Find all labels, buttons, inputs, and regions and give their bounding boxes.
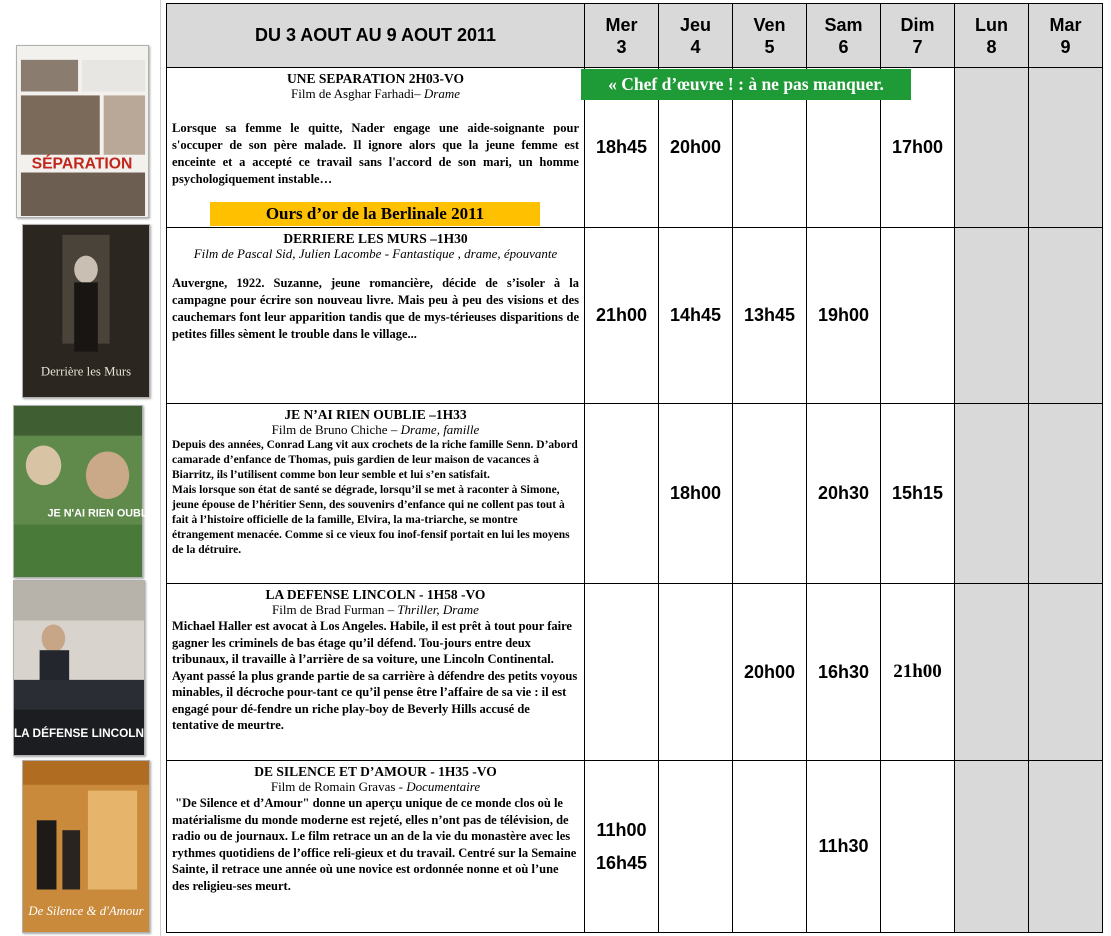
- film-info-cell: [166, 760, 585, 933]
- director-text: Film de Brad Furman –: [272, 602, 398, 617]
- showtime[interactable]: 18h00: [669, 483, 722, 503]
- poster-je-nai-rien-oublie[interactable]: [13, 405, 158, 578]
- film-title: LA DEFENSE LINCOLN - 1H58 -VO: [265, 587, 486, 602]
- film-info-cell: [166, 227, 585, 404]
- day-number: 9: [1060, 36, 1071, 57]
- showtime-cell: [732, 403, 807, 584]
- showtime-cell: [658, 760, 733, 933]
- closed-day-cell: [1028, 403, 1103, 584]
- film-director: [172, 602, 579, 618]
- film-row: [166, 583, 1103, 761]
- day-number: 6: [838, 36, 849, 57]
- closed-day-cell: [1028, 67, 1103, 228]
- day-name: Dim: [900, 14, 935, 35]
- schedule-grid: [166, 3, 1103, 933]
- showtime[interactable]: 11h30: [818, 836, 869, 856]
- film-synopsis: Lorsque sa femme le quitte, Nader engage une aide-soignante pour s'occuper de son père malade. Il ignore alors que la jeune femme est enceinte et a accepté ce travail sans l'accord de son mari, un homme psychologiquement instable…: [172, 121, 579, 186]
- showtime-cell: [658, 583, 733, 761]
- film-director: [172, 86, 579, 102]
- showtime[interactable]: 17h00: [891, 137, 944, 157]
- showtime[interactable]: 13h45: [743, 305, 796, 325]
- showtime[interactable]: 14h45: [669, 305, 722, 325]
- day-number: 5: [764, 36, 775, 57]
- day-number: 4: [690, 36, 701, 57]
- poster-la-defense-lincoln-image: [14, 581, 144, 755]
- day-name: Lun: [975, 14, 1008, 35]
- showtime[interactable]: 16h45: [595, 852, 648, 873]
- closed-day-cell: [954, 227, 1029, 404]
- film-info-cell: [166, 403, 585, 584]
- film-row: [166, 403, 1103, 584]
- showtime-cell: [584, 227, 659, 404]
- svg-text:JE N'AI RIEN OUBLIÉ: JE N'AI RIEN OUBLIÉ: [47, 507, 158, 520]
- poster-column: [0, 0, 160, 936]
- film-director: [172, 246, 579, 262]
- director-text: Film de Pascal Sid, Julien Lacombe - Fantastique , drame, épouvante: [193, 246, 558, 261]
- showtime-cell: [732, 227, 807, 404]
- day-name: Sam: [824, 14, 863, 35]
- film-title: JE N’AI RIEN OUBLIE –1H33: [284, 407, 467, 422]
- showtime[interactable]: 21h00: [595, 305, 648, 325]
- genre-text: Drame, famille: [400, 422, 480, 437]
- genre-text: Drame: [423, 86, 460, 101]
- film-info-cell: [166, 67, 585, 228]
- showtime-cell: [584, 760, 659, 933]
- award-banner: Ours d’or de la Berlinale 2011: [210, 202, 540, 226]
- column-divider: [160, 0, 161, 936]
- showtime[interactable]: 19h00: [817, 305, 870, 325]
- showtime-cell: [732, 760, 807, 933]
- day-name: Ven: [753, 14, 786, 35]
- showtime-cell: [880, 227, 955, 404]
- showtime-cell: [806, 583, 881, 761]
- showtime-cell: [584, 583, 659, 761]
- showtime-cell: [806, 760, 881, 933]
- showtime-cell: [880, 760, 955, 933]
- day-header-mar: [1028, 3, 1103, 68]
- director-text: Film de Asghar Farhadi–: [291, 86, 424, 101]
- showtime-cell: [732, 583, 807, 761]
- week-title: DU 3 AOUT AU 9 AOUT 2011: [166, 3, 585, 68]
- showtime-cell: [880, 583, 955, 761]
- closed-day-cell: [954, 760, 1029, 933]
- showtime[interactable]: 11h00: [596, 819, 647, 840]
- film-synopsis: "De Silence et d’Amour" donne un aperçu unique de ce monde clos où le matérialisme du monde moderne est rejeté, elles n’ont pas de télévision, de radio ou de journaux. Le film retrace un an de la vie du monastère avec les rythmes quotidiens de l’office reli-gieux et du travail. Centré sur la Semaine Sainte, il retrace une année où une novice est ordonnée nonne et où l’une des religieu-ses meurt.: [172, 796, 580, 893]
- day-header-ven: [732, 3, 807, 68]
- showtime[interactable]: 20h00: [669, 137, 722, 157]
- day-number: 7: [912, 36, 923, 57]
- poster-une-separation-image: [17, 46, 148, 217]
- closed-day-cell: [1028, 760, 1103, 933]
- svg-text:De Silence & d'Amour: De Silence & d'Amour: [28, 904, 144, 919]
- closed-day-cell: [1028, 583, 1103, 761]
- day-name: Mar: [1049, 14, 1082, 35]
- day-name: Mer: [605, 14, 638, 35]
- genre-text: Documentaire: [406, 779, 481, 794]
- day-name: Jeu: [679, 14, 712, 35]
- poster-de-silence-et-damour[interactable]: [22, 760, 150, 933]
- genre-text: Thriller, Drame: [397, 602, 479, 617]
- film-synopsis: Michael Haller est avocat à Los Angeles. Habile, il est prêt à tout pour faire gagner les criminels de bas étage qu’il défend. Tou-jours entre deux tribunaux, il travaille à l’arrière de sa voiture, une Lincoln Continental. Ayant passé la plus grande partie de sa carrière à défendre des petits voyous minables, il décroche pour-tant ce qu’il pense être l’affaire de sa vie : il est engagé pour dé-fendre un riche play-boy de Beverly Hills accusé de tentative de meurtre.: [172, 619, 578, 732]
- showtime-cell: [806, 227, 881, 404]
- film-title: DERRIERE LES MURS –1H30: [283, 231, 468, 246]
- showtime-cell: [806, 403, 881, 584]
- closed-day-cell: [954, 67, 1029, 228]
- day-number: 8: [986, 36, 997, 57]
- director-text: Film de Romain Gravas -: [270, 779, 407, 794]
- day-header-mer: [584, 3, 659, 68]
- film-synopsis: Depuis des années, Conrad Lang vit aux crochets de la riche famille Senn. D’abord camarade d’enfance de Thomas, puis gardien de leur maison de vacances à Biarritz, ils l’utilisent comme bon leur semble et lui s’en satisfait.: [172, 439, 578, 481]
- showtime-cell: [880, 403, 955, 584]
- showtime[interactable]: 20h30: [817, 483, 870, 503]
- day-header-jeu: [658, 3, 733, 68]
- day-header-dim: [880, 3, 955, 68]
- poster-la-defense-lincoln[interactable]: [13, 580, 145, 756]
- recommendation-badge: « Chef d’œuvre ! : à ne pas manquer.: [581, 69, 911, 100]
- poster-une-separation[interactable]: [16, 45, 149, 218]
- film-info-cell: [166, 583, 585, 761]
- svg-text:LA DÉFENSE LINCOLN: LA DÉFENSE LINCOLN: [13, 726, 145, 741]
- day-header-sam: [806, 3, 881, 68]
- poster-derriere-les-murs[interactable]: [22, 224, 150, 398]
- day-number: 3: [616, 36, 627, 57]
- closed-day-cell: [954, 583, 1029, 761]
- showtime-cell: [658, 403, 733, 584]
- showtime[interactable]: 21h00: [893, 661, 942, 682]
- showtime[interactable]: 15h15: [891, 483, 944, 503]
- svg-text:SÉPARATION: SÉPARATION: [31, 155, 133, 173]
- film-row: [166, 760, 1103, 933]
- film-director: [172, 422, 579, 438]
- film-row: [166, 227, 1103, 404]
- poster-je-nai-rien-oublie-image: [14, 406, 158, 577]
- film-title: UNE SEPARATION 2H03-VO: [287, 71, 464, 86]
- film-title: DE SILENCE ET D’AMOUR - 1H35 -VO: [254, 764, 497, 779]
- day-header-lun: [954, 3, 1029, 68]
- film-director: [172, 779, 579, 795]
- closed-day-cell: [1028, 227, 1103, 404]
- director-text: Film de Bruno Chiche –: [271, 422, 401, 437]
- poster-de-silence-et-damour-image: [23, 761, 149, 932]
- showtime[interactable]: 18h45: [595, 137, 648, 157]
- showtime[interactable]: 16h30: [817, 661, 870, 682]
- poster-derriere-les-murs-image: [23, 225, 149, 397]
- film-synopsis-continued: Mais lorsque son état de santé se dégrade, lorsqu’il se met à raconter à Simone, jeune épouse de l’héritier Senn, des souvenirs d’enfance qui ne collent pas tout à fait à l’histoire officielle de la famille, Elvira, la ma-triarche, se montre étrangement menacée. Comme si ce vieux fou inof-fensif portait en lui les moyens de la détruire.: [172, 484, 570, 556]
- showtime-cell: [658, 227, 733, 404]
- header-row: [166, 3, 1103, 68]
- showtime-cell: [584, 403, 659, 584]
- closed-day-cell: [954, 403, 1029, 584]
- svg-text:Derrière les Murs: Derrière les Murs: [40, 364, 132, 379]
- showtime[interactable]: 20h00: [743, 661, 796, 682]
- film-synopsis: Auvergne, 1922. Suzanne, jeune romancière, décide de s’isoler à la campagne pour écrire son nouveau livre. Mais peu à peu des visions et des cauchemars font leur apparition tandis que de mys-térieuses disparitions de petites filles sèment le trouble dans le village...: [172, 276, 579, 341]
